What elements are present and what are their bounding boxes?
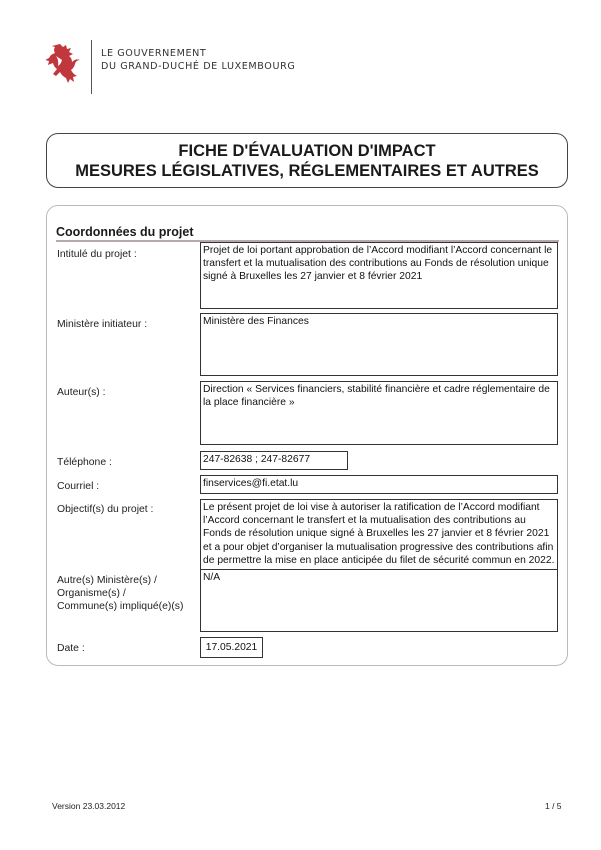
label-objectif: Objectif(s) du projet : — [57, 504, 154, 515]
label-telephone: Téléphone : — [57, 457, 112, 468]
field-intitule[interactable]: Projet de loi portant approbation de l’Accord modifiant l’Accord concernant le transfert et la mutualisation des contributions au Fonds de résolution unique signé à Bruxelles les 27 janvier et 8 février 2021 — [200, 242, 558, 309]
footer-version: Version 23.03.2012 — [52, 801, 126, 811]
field-auteur[interactable]: Direction « Services financiers, stabilité financière et cadre réglementaire de la place financière » — [200, 381, 558, 445]
label-courriel: Courriel : — [57, 481, 100, 492]
logo-divider — [91, 40, 92, 94]
government-logo-text — [101, 47, 295, 73]
field-objectif[interactable]: Le présent projet de loi vise à autoriser la ratification de l’Accord modifiant l’Accord concernant le transfert et la mutualisation des contributions au Fonds de résolution unique signé à Bruxelles les 27 janvier et 8 février 2021 et a pour objet d’organiser la mutualisation progressive des contributions afin de permettre la mise en place anticipée du filet de sécurité commun en 2022. — [200, 499, 558, 570]
red-lion-icon — [46, 42, 82, 90]
label-autres: Autre(s) Ministère(s) / Organisme(s) / Commune(s) impliqué(e)(s) — [57, 575, 184, 612]
field-courriel[interactable]: finservices@fi.etat.lu — [200, 475, 558, 494]
field-telephone[interactable]: 247-82638 ; 247-82677 — [200, 451, 348, 470]
field-autres[interactable]: N/A — [200, 569, 558, 632]
title-line-2: MESURES LÉGISLATIVES, RÉGLEMENTAIRES ET AUTRES — [75, 162, 539, 180]
label-ministere: Ministère initiateur : — [57, 319, 148, 330]
title-line-1: FICHE D'ÉVALUATION D'IMPACT — [178, 142, 436, 160]
field-date[interactable]: 17.05.2021 — [200, 637, 263, 658]
document-title-box — [46, 133, 568, 188]
label-date: Date : — [57, 643, 85, 654]
label-intitule: Intitulé du projet : — [57, 249, 137, 260]
logo-line-2: DU GRAND-DUCHÉ DE LUXEMBOURG — [101, 61, 296, 72]
logo-line-1: LE GOUVERNEMENT — [101, 48, 207, 59]
label-auteur: Auteur(s) : — [57, 387, 106, 398]
section-heading: Coordonnées du projet — [56, 225, 194, 239]
footer-page-number: 1 / 5 — [545, 801, 562, 811]
field-ministere[interactable]: Ministère des Finances — [200, 313, 558, 376]
